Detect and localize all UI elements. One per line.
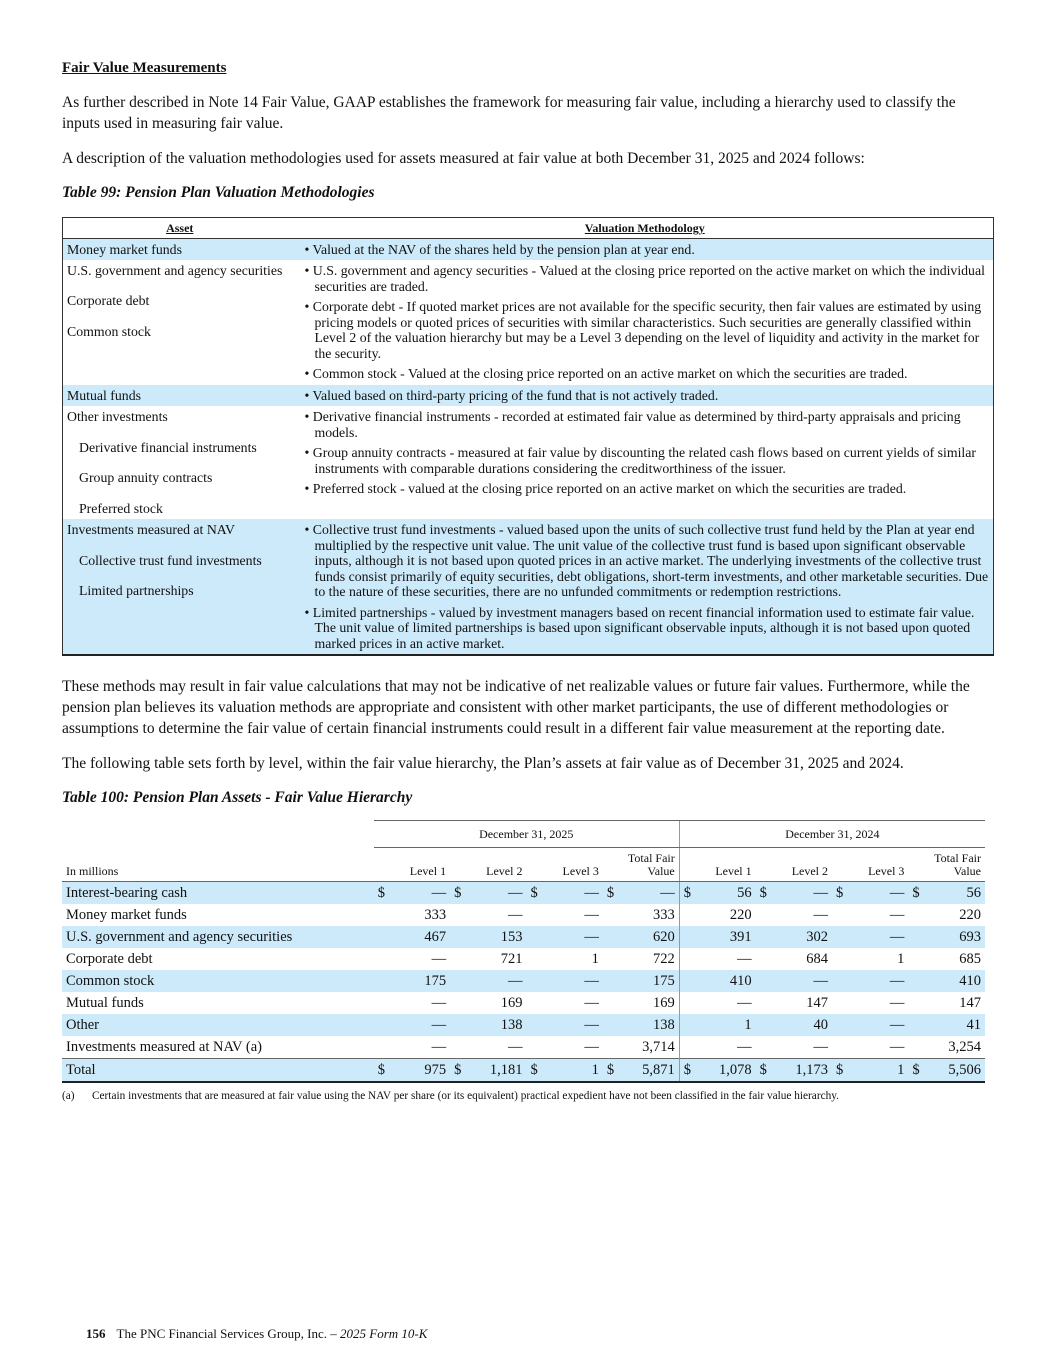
company-name: The PNC Financial Services Group, Inc. – bbox=[116, 1326, 337, 1341]
currency-symbol bbox=[374, 926, 388, 948]
currency-symbol bbox=[603, 970, 617, 992]
row-label: Money market funds bbox=[66, 907, 187, 923]
currency-symbol: $ bbox=[679, 882, 693, 905]
cell-value: 147 bbox=[959, 995, 981, 1011]
cell-value: 1,181 bbox=[464, 1059, 526, 1083]
currency-symbol: $ bbox=[908, 882, 922, 905]
currency-symbol bbox=[374, 992, 388, 1014]
methodology-bullet: • U.S. government and agency securities - Valued at the closing price reported on the active market on which the individual securities are traded. bbox=[304, 263, 985, 294]
currency-symbol bbox=[908, 948, 922, 970]
currency-symbol bbox=[679, 904, 693, 926]
page-number: 156 bbox=[86, 1326, 106, 1341]
cell-value: 685 bbox=[959, 951, 981, 967]
currency-symbol bbox=[450, 1014, 464, 1036]
currency-symbol bbox=[832, 926, 846, 948]
cell-value: — bbox=[584, 907, 599, 923]
currency-symbol: $ bbox=[450, 882, 464, 905]
currency-symbol bbox=[908, 1014, 922, 1036]
cell-value: 1 bbox=[591, 951, 599, 967]
currency-symbol bbox=[374, 904, 388, 926]
cell-value: — bbox=[737, 1039, 752, 1055]
table-row bbox=[62, 948, 985, 970]
cell-value: 5,506 bbox=[922, 1059, 985, 1083]
cell-value: 147 bbox=[806, 995, 829, 1011]
currency-symbol bbox=[832, 992, 846, 1014]
methodology-bullet: • Corporate debt - If quoted market prices are not available for the specific security, then fair values are estimated by using pricing models or quoted prices of securities with similar characteristics. Such securities are generally classified within Level 2 of the valuation hierarchy but may be a Level 3 depending on the level of liquidity and activity in the market for the security. bbox=[304, 299, 982, 361]
cell-value: 721 bbox=[500, 951, 523, 967]
table-row bbox=[63, 519, 994, 655]
section-heading: Fair Value Measurements bbox=[62, 60, 227, 76]
col-level1-2025: Level 1 bbox=[374, 848, 450, 882]
currency-symbol: $ bbox=[526, 882, 540, 905]
currency-symbol bbox=[450, 970, 464, 992]
currency-symbol bbox=[908, 992, 922, 1014]
table-row bbox=[62, 926, 985, 948]
row-label: Common stock bbox=[62, 970, 374, 992]
table-row bbox=[62, 1036, 985, 1059]
currency-symbol: $ bbox=[756, 882, 770, 905]
cell-value: — bbox=[431, 951, 447, 967]
col-level3-2024: Level 3 bbox=[832, 848, 908, 882]
methodology-bullet: • Preferred stock - valued at the closing price reported on an active market on which the securities are traded. bbox=[304, 481, 907, 496]
cell-value: 1 bbox=[541, 1059, 603, 1083]
cell-value: 1,078 bbox=[693, 1059, 755, 1083]
col-level2-2025: Level 2 bbox=[450, 848, 526, 882]
cell-value: — bbox=[541, 926, 603, 948]
cell-value: 333 bbox=[653, 907, 675, 923]
currency-symbol bbox=[450, 1036, 464, 1059]
table-row bbox=[62, 970, 985, 992]
description-paragraph: A description of the valuation methodologies used for assets measured at fair value at both December 31, 2025 and 2024 follows: bbox=[62, 150, 865, 167]
row-label: Corporate debt bbox=[66, 951, 153, 967]
methodology-bullet: • Group annuity contracts - measured at fair value by discounting the related cash flows based on current yields of similar instruments with comparable durations considering the creditworthiness of the issuer. bbox=[304, 445, 976, 476]
currency-symbol: $ bbox=[679, 1059, 693, 1083]
cell-value: 1 bbox=[897, 951, 905, 967]
table-row bbox=[62, 1014, 985, 1036]
currency-symbol bbox=[679, 1014, 693, 1036]
cell-value: 138 bbox=[464, 1014, 526, 1036]
asset-label: U.S. government and agency securities bbox=[67, 263, 283, 278]
cell-value: — bbox=[813, 1039, 829, 1055]
table-row bbox=[62, 904, 985, 926]
col-level3-2025: Level 3 bbox=[526, 848, 602, 882]
table-row bbox=[63, 385, 994, 407]
cell-value: — bbox=[737, 951, 752, 967]
currency-symbol bbox=[374, 1014, 388, 1036]
methodology-bullet: • Derivative financial instruments - recorded at estimated fair value as determined by third-party appraisals and pricing models. bbox=[304, 409, 961, 440]
currency-symbol bbox=[603, 992, 617, 1014]
currency-symbol bbox=[450, 926, 464, 948]
currency-symbol bbox=[908, 970, 922, 992]
cell-value: 5,871 bbox=[617, 1059, 679, 1083]
currency-symbol bbox=[526, 904, 540, 926]
methodology-bullet: • Valued at the NAV of the shares held by the pension plan at year end. bbox=[304, 241, 695, 257]
asset-label: Mutual funds bbox=[67, 387, 141, 403]
cell-value: 169 bbox=[653, 995, 675, 1011]
cell-value: 1 bbox=[846, 1059, 908, 1083]
cell-value: 722 bbox=[653, 951, 675, 967]
currency-symbol bbox=[908, 1036, 922, 1059]
asset-column-header: Asset bbox=[63, 218, 297, 239]
cell-value: — bbox=[846, 1014, 908, 1036]
asset-label: Derivative financial instruments bbox=[79, 439, 257, 455]
cell-value: — bbox=[737, 995, 752, 1011]
period-header-2024: December 31, 2024 bbox=[679, 821, 985, 848]
col-level1-2024: Level 1 bbox=[679, 848, 755, 882]
methodology-bullet: • Limited partnerships - valued by investment managers based on recent financial information used to estimate fair value. The unit value of limited partnerships is based upon significant observable inputs, although it is not based upon quoted marked prices in an active market. bbox=[304, 604, 975, 651]
currency-symbol: $ bbox=[908, 1059, 922, 1083]
methodology-bullet: • Collective trust fund investments - valued based upon the units of such collective trust fund held by the Plan at year end multiplied by the respective unit value. The unit value of the collective trust fund is based upon significant observable inputs, although it is not based upon quoted prices in an active market. The underlying investments of the collective trust funds consist primarily of equity securities, debt obligations, short-term investments, and other marketable securities. Due to the nature of these securities, there are no unfunded commitments or redemption restrictions. bbox=[304, 522, 989, 599]
cell-value: — bbox=[770, 970, 832, 992]
cell-value: 684 bbox=[806, 951, 829, 967]
row-label: U.S. government and agency securities bbox=[62, 926, 374, 948]
cell-value: 3,714 bbox=[642, 1039, 675, 1055]
currency-symbol bbox=[679, 970, 693, 992]
currency-symbol bbox=[908, 904, 922, 926]
currency-symbol bbox=[679, 926, 693, 948]
asset-label: Preferred stock bbox=[79, 500, 163, 516]
cell-value: 693 bbox=[922, 926, 985, 948]
intro-paragraph: As further described in Note 14 Fair Value, GAAP establishes the framework for measuring fair value, including a hierarchy used to classify the inputs used in measuring fair value. bbox=[62, 94, 956, 132]
cell-value: — bbox=[889, 907, 905, 923]
cell-value: 220 bbox=[959, 907, 981, 923]
currency-symbol bbox=[526, 1014, 540, 1036]
cell-value: — bbox=[617, 882, 679, 905]
currency-symbol bbox=[374, 948, 388, 970]
table-row bbox=[63, 406, 994, 519]
units-label: In millions bbox=[62, 848, 374, 882]
currency-symbol bbox=[756, 1014, 770, 1036]
cell-value: 56 bbox=[922, 882, 985, 905]
cell-value: 169 bbox=[500, 995, 523, 1011]
cell-value: — bbox=[464, 970, 526, 992]
footnote-mark: (a) bbox=[62, 1090, 75, 1102]
cell-value: 220 bbox=[729, 907, 752, 923]
cell-value: — bbox=[388, 882, 450, 905]
methodology-bullet: • Valued based on third-party pricing of the fund that is not actively traded. bbox=[304, 387, 719, 403]
form-name: 2025 Form 10-K bbox=[340, 1326, 428, 1341]
cell-value: — bbox=[431, 1039, 447, 1055]
asset-label: Common stock bbox=[67, 324, 151, 339]
hierarchy-intro-paragraph: The following table sets forth by level, within the fair value hierarchy, the Plan’s assets at fair value as of December 31, 2025 and 2024. bbox=[62, 755, 904, 772]
table-row bbox=[63, 260, 994, 385]
asset-label: Collective trust fund investments bbox=[79, 552, 262, 568]
currency-symbol bbox=[756, 948, 770, 970]
currency-symbol bbox=[374, 1036, 388, 1059]
col-level2-2024: Level 2 bbox=[756, 848, 832, 882]
document-page bbox=[62, 58, 994, 1103]
currency-symbol: $ bbox=[450, 1059, 464, 1083]
table-row bbox=[62, 882, 985, 905]
currency-symbol bbox=[450, 992, 464, 1014]
cell-value: 975 bbox=[388, 1059, 450, 1083]
cell-value: 175 bbox=[617, 970, 679, 992]
currency-symbol bbox=[603, 926, 617, 948]
currency-symbol bbox=[756, 992, 770, 1014]
cell-value: 175 bbox=[388, 970, 450, 992]
cell-value: — bbox=[431, 995, 447, 1011]
cell-value: — bbox=[846, 970, 908, 992]
cell-value: 620 bbox=[617, 926, 679, 948]
page-footer bbox=[86, 1326, 427, 1342]
currency-symbol bbox=[832, 904, 846, 926]
currency-symbol bbox=[526, 992, 540, 1014]
cell-value: — bbox=[846, 882, 908, 905]
currency-symbol bbox=[832, 970, 846, 992]
row-label: Total bbox=[62, 1059, 374, 1083]
currency-symbol: $ bbox=[526, 1059, 540, 1083]
caveat-paragraph: These methods may result in fair value calculations that may not be indicative of net realizable values or future fair values. Furthermore, while the pension plan believes its valuation methods are appropriate and consistent with other market participants, the use of different methodologies or assumptions to determine the fair value of certain financial instruments could result in a different fair value measurement at the reporting date. bbox=[62, 678, 970, 737]
currency-symbol: $ bbox=[756, 1059, 770, 1083]
row-label: Interest-bearing cash bbox=[62, 882, 374, 905]
currency-symbol: $ bbox=[603, 882, 617, 905]
cell-value: — bbox=[507, 1039, 523, 1055]
cell-value: 333 bbox=[424, 907, 447, 923]
cell-value: — bbox=[541, 970, 603, 992]
cell-value: 467 bbox=[388, 926, 450, 948]
currency-symbol bbox=[832, 1036, 846, 1059]
table-footnote bbox=[62, 1089, 994, 1103]
asset-label: Money market funds bbox=[67, 241, 182, 257]
asset-label: Investments measured at NAV bbox=[67, 522, 235, 537]
asset-label: Group annuity contracts bbox=[79, 470, 213, 485]
currency-symbol bbox=[603, 904, 617, 926]
cell-value: — bbox=[388, 1014, 450, 1036]
currency-symbol bbox=[450, 904, 464, 926]
currency-symbol: $ bbox=[832, 882, 846, 905]
currency-symbol bbox=[832, 1014, 846, 1036]
period-header-2025: December 31, 2025 bbox=[374, 821, 680, 848]
row-label: Other bbox=[62, 1014, 374, 1036]
total-row bbox=[62, 1059, 985, 1083]
currency-symbol bbox=[832, 948, 846, 970]
cell-value: 391 bbox=[693, 926, 755, 948]
footnote-text: Certain investments that are measured at fair value using the NAV per share (or its equivalent) practical expedient have not been classified in the fair value hierarchy. bbox=[92, 1090, 839, 1102]
cell-value: — bbox=[541, 1014, 603, 1036]
col-total-2024: Total Fair Value bbox=[908, 848, 985, 882]
cell-value: 1 bbox=[693, 1014, 755, 1036]
cell-value: — bbox=[889, 1039, 905, 1055]
currency-symbol bbox=[526, 948, 540, 970]
currency-symbol: $ bbox=[832, 1059, 846, 1083]
currency-symbol bbox=[679, 992, 693, 1014]
currency-symbol bbox=[756, 904, 770, 926]
cell-value: — bbox=[889, 995, 905, 1011]
currency-symbol bbox=[603, 1014, 617, 1036]
currency-symbol bbox=[526, 926, 540, 948]
currency-symbol bbox=[756, 1036, 770, 1059]
table99-title: Table 99: Pension Plan Valuation Methodologies bbox=[62, 184, 375, 201]
cell-value: — bbox=[846, 926, 908, 948]
currency-symbol: $ bbox=[603, 1059, 617, 1083]
currency-symbol bbox=[679, 1036, 693, 1059]
cell-value: — bbox=[507, 907, 523, 923]
currency-symbol bbox=[526, 970, 540, 992]
currency-symbol bbox=[526, 1036, 540, 1059]
valuation-methodologies-table bbox=[62, 217, 994, 656]
cell-value: 1,173 bbox=[770, 1059, 832, 1083]
cell-value: 410 bbox=[693, 970, 755, 992]
table-row bbox=[63, 238, 994, 260]
cell-value: 40 bbox=[770, 1014, 832, 1036]
currency-symbol bbox=[756, 926, 770, 948]
cell-value: 153 bbox=[464, 926, 526, 948]
table100-title: Table 100: Pension Plan Assets - Fair Value Hierarchy bbox=[62, 789, 413, 806]
currency-symbol bbox=[908, 926, 922, 948]
cell-value: — bbox=[464, 882, 526, 905]
row-label: Mutual funds bbox=[66, 995, 144, 1011]
cell-value: — bbox=[584, 995, 599, 1011]
table-row bbox=[62, 992, 985, 1014]
cell-value: — bbox=[541, 882, 603, 905]
currency-symbol bbox=[450, 948, 464, 970]
cell-value: — bbox=[813, 907, 829, 923]
cell-value: 138 bbox=[617, 1014, 679, 1036]
col-total-2025: Total Fair Value bbox=[603, 848, 679, 882]
currency-symbol bbox=[603, 1036, 617, 1059]
cell-value: 302 bbox=[770, 926, 832, 948]
asset-label: Limited partnerships bbox=[79, 583, 194, 598]
currency-symbol bbox=[756, 970, 770, 992]
asset-label: Corporate debt bbox=[67, 292, 150, 308]
currency-symbol bbox=[679, 948, 693, 970]
methodology-column-header: Valuation Methodology bbox=[297, 218, 994, 239]
cell-value: — bbox=[584, 1039, 599, 1055]
fair-value-hierarchy-table bbox=[62, 820, 985, 1083]
currency-symbol bbox=[374, 970, 388, 992]
row-label: Investments measured at NAV (a) bbox=[66, 1039, 262, 1055]
cell-value: 41 bbox=[922, 1014, 985, 1036]
cell-value: — bbox=[770, 882, 832, 905]
currency-symbol bbox=[603, 948, 617, 970]
methodology-bullet: • Common stock - Valued at the closing price reported on an active market on which the securities are traded. bbox=[304, 366, 908, 381]
cell-value: 410 bbox=[922, 970, 985, 992]
cell-value: 56 bbox=[693, 882, 755, 905]
asset-label: Other investments bbox=[67, 409, 168, 424]
currency-symbol: $ bbox=[374, 1059, 388, 1083]
cell-value: 3,254 bbox=[948, 1039, 981, 1055]
currency-symbol: $ bbox=[374, 882, 388, 905]
